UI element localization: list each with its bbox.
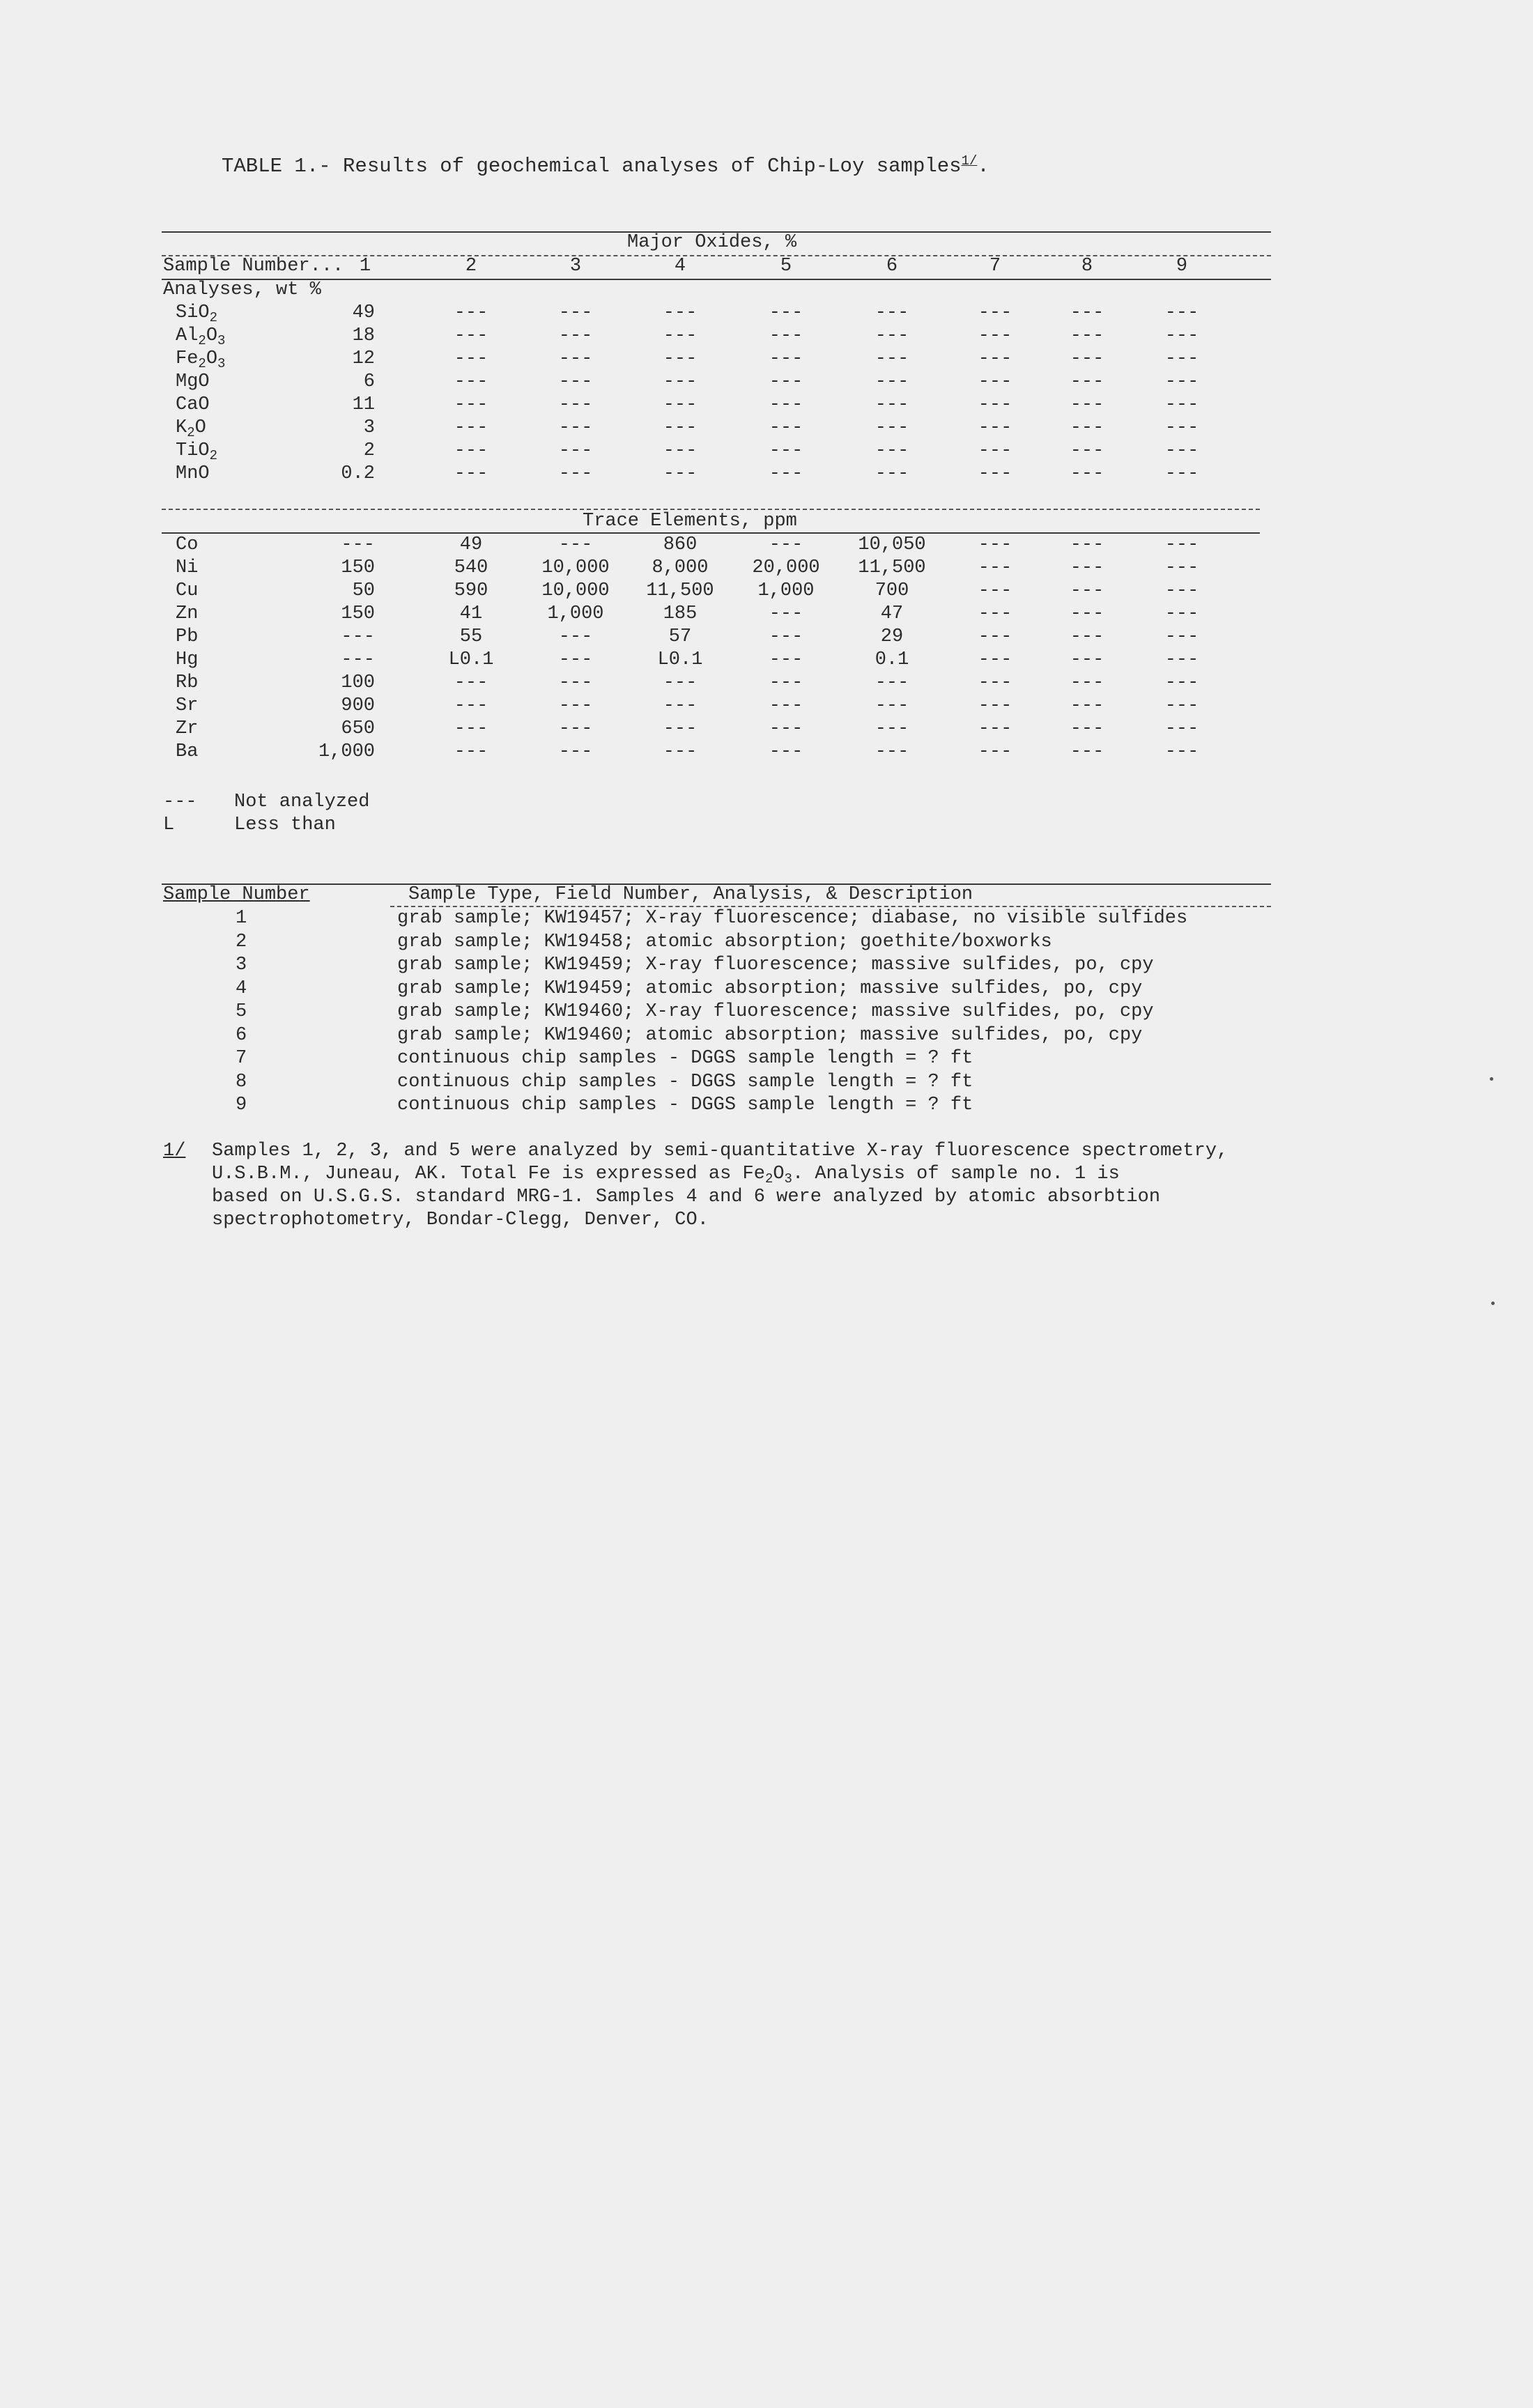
table-cell: ---: [1164, 325, 1199, 346]
column-header-6: 6: [886, 256, 898, 277]
column-header-7: 7: [989, 256, 1001, 277]
sample-number: 7: [236, 1048, 247, 1069]
table-cell: 0.2: [341, 463, 375, 484]
table-cell: 41: [459, 603, 483, 624]
table-cell: ---: [978, 302, 1012, 323]
table-cell: ---: [1070, 348, 1104, 369]
header-bottom-rule: [162, 279, 1271, 280]
table-cell: ---: [1164, 603, 1199, 624]
table-cell: L0.1: [657, 649, 703, 670]
table-cell: ---: [875, 672, 909, 693]
oxide-tail: O: [206, 325, 218, 346]
table-cell: 900: [341, 695, 375, 716]
table-cell: 150: [341, 557, 375, 578]
table-cell: ---: [769, 603, 803, 624]
table-cell: ---: [558, 371, 593, 392]
table-cell: 11,500: [858, 557, 926, 578]
element-label: Pb: [176, 626, 199, 647]
sample-description: grab sample; KW19457; X-ray fluorescence; diabase, no visible sulfides: [397, 908, 1188, 929]
oxide-subscript: 2: [209, 310, 218, 325]
table-cell: ---: [454, 741, 488, 762]
sample-number: 2: [236, 931, 247, 952]
oxide-name: Fe: [176, 348, 199, 369]
table-cell: ---: [978, 649, 1012, 670]
table-cell: ---: [769, 417, 803, 438]
table-cell: ---: [875, 371, 909, 392]
table-cell: ---: [558, 463, 593, 484]
column-header-5: 5: [780, 256, 792, 277]
sample-number: 9: [236, 1095, 247, 1116]
table-cell: 10,000: [541, 557, 610, 578]
table-cell: ---: [875, 463, 909, 484]
footnote-mark: 1/: [163, 1141, 186, 1161]
table-cell: ---: [769, 371, 803, 392]
table-cell: ---: [454, 672, 488, 693]
table-cell: ---: [341, 534, 375, 555]
sample-description: grab sample; KW19459; atomic absorption; massive sulfides, po, cpy: [397, 978, 1143, 999]
table-cell: ---: [769, 325, 803, 346]
scan-speck: [1491, 1302, 1495, 1305]
oxide-tail: O: [194, 417, 206, 438]
element-label: Co: [176, 534, 199, 555]
table-cell: ---: [558, 302, 593, 323]
footnote-line-3: based on U.S.G.S. standard MRG-1. Samples 4 and 6 were analyzed by atomic absorbtion: [212, 1187, 1161, 1207]
element-label: Sr: [176, 695, 199, 716]
table-cell: 1,000: [318, 741, 375, 762]
table-cell: ---: [1164, 463, 1199, 484]
legend-meaning: Less than: [234, 815, 336, 835]
table-cell: ---: [663, 440, 698, 461]
table-cell: ---: [978, 417, 1012, 438]
table-cell: ---: [663, 348, 698, 369]
table-cell: ---: [663, 325, 698, 346]
oxide-name: MgO: [176, 371, 210, 392]
table-cell: ---: [769, 348, 803, 369]
table-cell: ---: [341, 649, 375, 670]
oxide-name: MnO: [176, 463, 210, 484]
element-label: Zr: [176, 718, 199, 739]
table-cell: ---: [1164, 440, 1199, 461]
table-cell: ---: [1164, 695, 1199, 716]
table-cell: ---: [558, 325, 593, 346]
table-cell: ---: [1164, 348, 1199, 369]
sample-description: continuous chip samples - DGGS sample length = ? ft: [397, 1095, 973, 1116]
footnote-line-4: spectrophotometry, Bondar-Clegg, Denver, CO.: [212, 1210, 709, 1230]
table-cell: ---: [875, 325, 909, 346]
oxide-subscript: 2: [198, 333, 206, 348]
column-header-9: 9: [1176, 256, 1188, 277]
table-cell: ---: [454, 695, 488, 716]
sample-number: 5: [236, 1001, 247, 1022]
title-suffix: .: [977, 155, 989, 178]
table-cell: ---: [1164, 557, 1199, 578]
table-cell: ---: [978, 348, 1012, 369]
oxide-name: K: [176, 417, 187, 438]
table-cell: ---: [978, 440, 1012, 461]
table-cell: 860: [663, 534, 698, 555]
table-cell: 150: [341, 603, 375, 624]
table-cell: ---: [1164, 534, 1199, 555]
element-label: Ni: [176, 557, 199, 578]
table-cell: ---: [1070, 417, 1104, 438]
table-cell: ---: [1070, 371, 1104, 392]
sample-number: 4: [236, 978, 247, 999]
table-cell: ---: [558, 348, 593, 369]
table-cell: ---: [875, 695, 909, 716]
table-cell: ---: [558, 394, 593, 415]
table-cell: 47: [880, 603, 904, 624]
sample-number: 8: [236, 1071, 247, 1093]
table-cell: ---: [1070, 534, 1104, 555]
table-cell: ---: [1070, 649, 1104, 670]
table-cell: ---: [769, 672, 803, 693]
table-cell: ---: [769, 463, 803, 484]
table-cell: ---: [769, 626, 803, 647]
table-cell: ---: [454, 417, 488, 438]
table-cell: ---: [875, 718, 909, 739]
oxide-label: [176, 325, 225, 348]
table-cell: 1,000: [547, 603, 604, 624]
table-cell: ---: [1164, 672, 1199, 693]
oxide-subscript: 2: [209, 448, 218, 463]
table-cell: ---: [663, 672, 698, 693]
oxide-tail: O: [206, 348, 218, 369]
sample-description: continuous chip samples - DGGS sample length = ? ft: [397, 1071, 973, 1093]
table-cell: ---: [1070, 603, 1104, 624]
sample-description: grab sample; KW19459; X-ray fluorescence; massive sulfides, po, cpy: [397, 955, 1154, 975]
legend-symbol: ---: [163, 792, 197, 812]
table-cell: ---: [558, 672, 593, 693]
table-cell: ---: [1070, 695, 1104, 716]
table-cell: ---: [454, 348, 488, 369]
footnote-sub-2: 3: [784, 1171, 792, 1187]
table-cell: ---: [1070, 580, 1104, 601]
footnote-line-1: Samples 1, 2, 3, and 5 were analyzed by semi-quantitative X-ray fluorescence spectrometry,: [212, 1141, 1228, 1161]
table-cell: ---: [663, 394, 698, 415]
table-cell: ---: [1070, 440, 1104, 461]
table-cell: 10,000: [541, 580, 610, 601]
sample-number: 6: [236, 1024, 247, 1046]
table-cell: 8,000: [652, 557, 709, 578]
table-cell: ---: [558, 417, 593, 438]
table-cell: 12: [352, 348, 375, 369]
table-cell: ---: [769, 440, 803, 461]
table-cell: 590: [454, 580, 488, 601]
table-cell: ---: [1070, 394, 1104, 415]
table-cell: 2: [363, 440, 375, 461]
element-label: Zn: [176, 603, 199, 624]
table-cell: 1,000: [757, 580, 815, 601]
sample-description: grab sample; KW19460; atomic absorption; massive sulfides, po, cpy: [397, 1024, 1143, 1046]
footnote-sub-1: 2: [764, 1171, 773, 1187]
table-cell: 6: [363, 371, 375, 392]
table-cell: 3: [363, 417, 375, 438]
column-header-2: 2: [465, 256, 477, 277]
table-cell: ---: [978, 626, 1012, 647]
column-header-1: 1: [359, 256, 371, 277]
scan-speck: [1490, 1077, 1493, 1081]
table-cell: ---: [558, 440, 593, 461]
table-cell: ---: [663, 463, 698, 484]
table-cell: ---: [769, 718, 803, 739]
trace-elements-heading: Trace Elements, ppm: [583, 511, 797, 532]
table-cell: ---: [454, 463, 488, 484]
samples-header-description: Sample Type, Field Number, Analysis, & Description: [408, 884, 973, 905]
table-cell: ---: [978, 325, 1012, 346]
oxide-label: [176, 394, 210, 417]
analyses-label: Analyses, wt %: [163, 279, 321, 300]
legend-symbol: L: [163, 815, 175, 835]
table-cell: 650: [341, 718, 375, 739]
table-cell: ---: [1070, 302, 1104, 323]
table-cell: ---: [978, 371, 1012, 392]
table-cell: ---: [978, 557, 1012, 578]
table-cell: 185: [663, 603, 698, 624]
table-cell: ---: [454, 718, 488, 739]
table-cell: ---: [875, 417, 909, 438]
sample-description: grab sample; KW19460; X-ray fluorescence; massive sulfides, po, cpy: [397, 1001, 1154, 1022]
table-cell: ---: [1164, 302, 1199, 323]
table-cell: ---: [769, 741, 803, 762]
table-cell: 18: [352, 325, 375, 346]
table-cell: ---: [454, 371, 488, 392]
column-header-3: 3: [569, 256, 582, 277]
table-cell: 10,050: [858, 534, 926, 555]
table-cell: ---: [875, 394, 909, 415]
table-cell: ---: [663, 371, 698, 392]
table-cell: 0.1: [875, 649, 909, 670]
oxide-name: TiO: [176, 440, 210, 461]
table-cell: 540: [454, 557, 488, 578]
footnote-line-2b: O: [773, 1164, 785, 1184]
table-cell: ---: [663, 417, 698, 438]
table-cell: ---: [1164, 417, 1199, 438]
table-cell: 49: [459, 534, 483, 555]
table-cell: ---: [769, 534, 803, 555]
element-label: Hg: [176, 649, 199, 670]
table-cell: ---: [454, 302, 488, 323]
table-cell: 20,000: [752, 557, 820, 578]
table-cell: ---: [1164, 394, 1199, 415]
sample-number-label: Sample Number...: [163, 256, 344, 277]
table-cell: 57: [668, 626, 692, 647]
table-cell: ---: [978, 718, 1012, 739]
table-cell: ---: [1164, 741, 1199, 762]
table-cell: ---: [558, 649, 593, 670]
table-cell: 29: [880, 626, 904, 647]
oxide-label: [176, 463, 210, 486]
table-cell: 100: [341, 672, 375, 693]
table-cell: ---: [341, 626, 375, 647]
oxide-subscript: 2: [198, 356, 206, 371]
oxide-label: [176, 440, 217, 463]
table-cell: ---: [1164, 718, 1199, 739]
sample-number: 3: [236, 955, 247, 975]
column-header-8: 8: [1081, 256, 1093, 277]
element-label: Cu: [176, 580, 199, 601]
table-cell: ---: [978, 741, 1012, 762]
table-cell: ---: [1070, 325, 1104, 346]
table-cell: 700: [875, 580, 909, 601]
title-footnote-mark: 1/: [961, 153, 978, 169]
table-cell: ---: [663, 302, 698, 323]
title-text: TABLE 1.- Results of geochemical analyses of Chip-Loy samples: [222, 155, 962, 178]
table-cell: L0.1: [448, 649, 494, 670]
table-cell: 55: [459, 626, 483, 647]
oxide-label: [176, 302, 217, 325]
table-cell: ---: [978, 695, 1012, 716]
oxide-subscript-2: 3: [217, 333, 226, 348]
table-cell: ---: [875, 440, 909, 461]
table-cell: ---: [978, 603, 1012, 624]
table-cell: ---: [558, 534, 593, 555]
sample-number: 1: [236, 908, 247, 929]
table-cell: 11: [352, 394, 375, 415]
table-title: [222, 155, 989, 178]
oxide-name: SiO: [176, 302, 210, 323]
oxide-label: [176, 417, 206, 440]
table-cell: ---: [454, 325, 488, 346]
table-cell: ---: [978, 534, 1012, 555]
element-label: Rb: [176, 672, 199, 693]
table-cell: ---: [978, 394, 1012, 415]
table-cell: ---: [1070, 463, 1104, 484]
major-oxides-heading: Major Oxides, %: [627, 232, 797, 253]
table-cell: ---: [875, 348, 909, 369]
table-cell: ---: [663, 695, 698, 716]
sample-description: continuous chip samples - DGGS sample length = ? ft: [397, 1048, 973, 1069]
table-cell: 11,500: [646, 580, 714, 601]
table-cell: ---: [558, 718, 593, 739]
table-cell: ---: [769, 695, 803, 716]
table-cell: ---: [663, 718, 698, 739]
column-header-4: 4: [674, 256, 686, 277]
table-cell: ---: [875, 302, 909, 323]
oxide-subscript-2: 3: [217, 356, 226, 371]
footnote-line-2a: U.S.B.M., Juneau, AK. Total Fe is expressed as Fe: [212, 1164, 765, 1184]
oxide-label: [176, 371, 210, 394]
oxide-name: Al: [176, 325, 199, 346]
table-cell: ---: [558, 741, 593, 762]
table-cell: ---: [875, 741, 909, 762]
table-cell: ---: [1164, 626, 1199, 647]
table-cell: ---: [1070, 741, 1104, 762]
table-cell: ---: [454, 394, 488, 415]
table-cell: ---: [1164, 371, 1199, 392]
oxide-subscript: 2: [187, 425, 195, 440]
table-cell: ---: [769, 649, 803, 670]
legend-meaning: Not analyzed: [234, 792, 370, 812]
table-cell: ---: [558, 695, 593, 716]
table-cell: ---: [978, 672, 1012, 693]
table-cell: ---: [558, 626, 593, 647]
table-cell: ---: [1070, 557, 1104, 578]
table-cell: ---: [1070, 718, 1104, 739]
table-cell: ---: [769, 302, 803, 323]
table-cell: ---: [663, 741, 698, 762]
table-cell: 49: [352, 302, 375, 323]
oxide-label: [176, 348, 225, 371]
sample-description: grab sample; KW19458; atomic absorption; goethite/boxworks: [397, 931, 1052, 952]
table-cell: ---: [978, 463, 1012, 484]
footnote-line-2c: . Analysis of sample no. 1 is: [792, 1164, 1120, 1184]
table-cell: ---: [769, 394, 803, 415]
table-cell: ---: [454, 440, 488, 461]
table-cell: ---: [1070, 672, 1104, 693]
oxide-name: CaO: [176, 394, 210, 415]
element-label: Ba: [176, 741, 199, 762]
table-cell: ---: [978, 580, 1012, 601]
footnote-line-2: [212, 1163, 1120, 1186]
samples-header-number: Sample Number: [163, 884, 310, 905]
table-cell: ---: [1070, 626, 1104, 647]
table-cell: 50: [352, 580, 375, 601]
table-cell: ---: [1164, 580, 1199, 601]
table-cell: ---: [1164, 649, 1199, 670]
